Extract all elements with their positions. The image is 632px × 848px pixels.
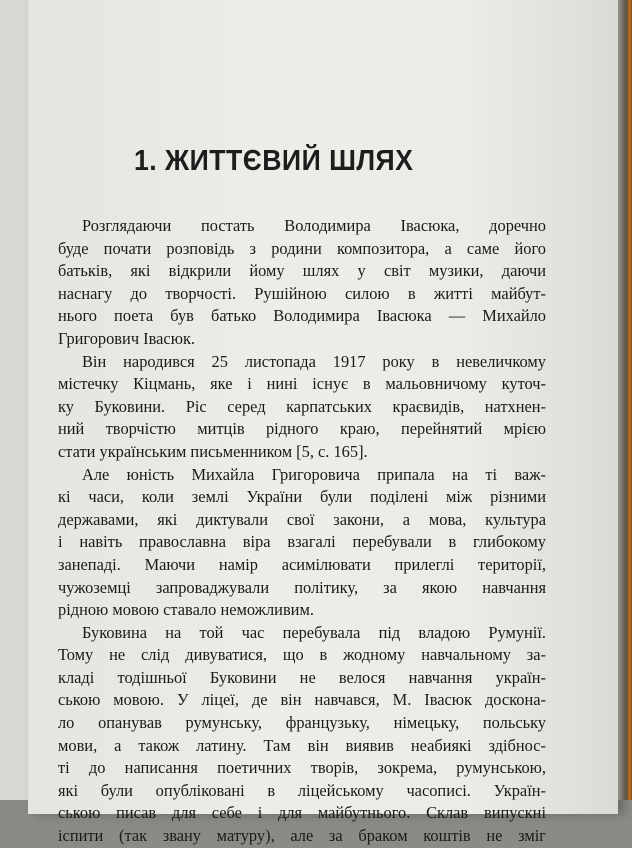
text-line: містечку Кіцмань, яке і нині існує в мальовничому куточ- — [58, 374, 546, 394]
text-line: кладі тодішньої Буковини не велося навчання україн- — [58, 667, 546, 687]
text-line: мови, а також латину. Там він виявив неабиякі здібнос- — [58, 735, 546, 755]
book-spine — [618, 0, 632, 800]
text-line: буде почати розповідь з родини композитора, а саме його — [58, 238, 546, 258]
text-line: іспити (так звану матуру), але за браком коштів не зміг — [58, 826, 546, 846]
paragraph — [58, 464, 546, 622]
text-line: чужоземці запроваджували політику, за якою навчання — [58, 577, 546, 597]
text-line: ською писав для себе і для майбутнього. Склав випускні — [58, 803, 546, 823]
text-line: нього поета був батько Володимира Івасюка — Михайло — [58, 306, 546, 326]
paragraph — [58, 351, 546, 464]
text-line: ті до написання поетичних творів, зокрема, румунською, — [58, 758, 546, 778]
text-line: ку Буковини. Ріс серед карпатських краєвидів, натхнен- — [58, 396, 546, 416]
text-line: стати українським письменником [5, с. 165]. — [58, 441, 368, 461]
text-line: рідною мовою ставало неможливим. — [58, 600, 314, 620]
text-line: Але юність Михайла Григоровича припала на ті важ- — [82, 464, 546, 484]
text-line: ською мовою. У ліцеї, де він навчався, М. Івасюк доскона- — [58, 690, 546, 710]
body-text — [58, 215, 546, 848]
text-line: державами, які диктували свої закони, а мова, культура — [58, 509, 546, 529]
text-line: Григорович Івасюк. — [58, 328, 195, 348]
text-line: Розглядаючи постать Володимира Івасюка, доречно — [82, 216, 546, 235]
text-line: Тому не слід дивуватися, що в жодному навчальному за- — [58, 645, 546, 665]
text-line: кі часи, коли землі України були поділені між різними — [58, 487, 546, 507]
text-line: наснагу до творчості. Рушійною силою в житті майбут- — [58, 283, 546, 303]
paragraph — [58, 215, 546, 351]
text-line: Він народився 25 листопада 1917 року в невеличкому — [82, 351, 546, 371]
text-line: які були опубліковані в ліцейському часописі. Україн- — [58, 780, 546, 800]
text-line: занепаді. Маючи намір асимілювати прилеглі території, — [58, 554, 546, 574]
chapter-heading: 1. ЖИТТЄВИЙ ШЛЯХ — [134, 145, 414, 177]
text-line: ло опанував румунську, французьку, німецьку, польську — [58, 713, 546, 733]
text-line: ний творчістю митців рідного краю, перейнятий мрією — [58, 419, 546, 439]
text-line: батьків, які відкрили йому шлях у світ музики, даючи — [58, 261, 546, 281]
text-line: і навіть православна віра взагалі перебували в глибокому — [58, 532, 546, 552]
text-line: Буковина на той час перебувала під владою Румунії. — [82, 622, 546, 642]
paragraph — [58, 622, 546, 848]
